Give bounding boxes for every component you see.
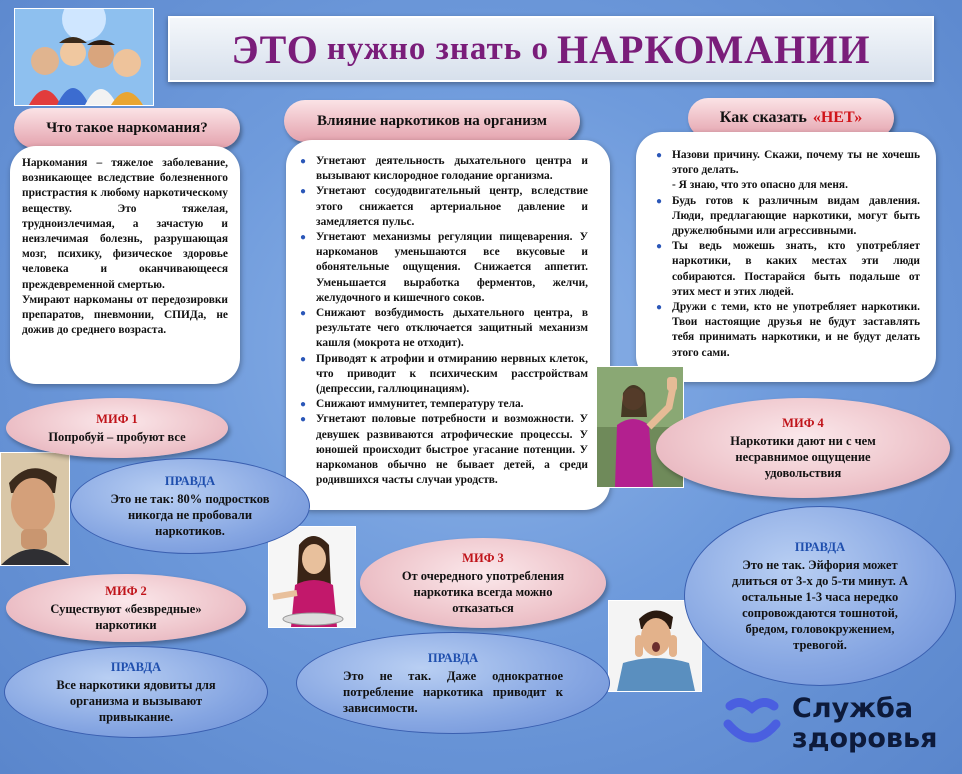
col1-text: Наркомания – тяжелое заболевание, возникающее вследствие болезненного пристрастия к любому наркотическому веществу. Это тяжелая, трудноизлечимая, а зачастую и неизлечимая болезнь, разрушающая мозг, психику, физическое здоровье человека и оканчивающееся преждевременной смертью. xyxy=(22,157,228,291)
col3-item-text: Назови причину. Скажи, почему ты не хочешь этого делать. xyxy=(672,149,920,177)
col3-item xyxy=(656,300,920,361)
col3-list xyxy=(656,148,920,361)
truth-4-ellipse xyxy=(684,506,956,686)
col2-header xyxy=(284,100,580,142)
col3-item xyxy=(656,239,920,300)
col3-header-no: «НЕТ» xyxy=(812,109,863,126)
col3-card xyxy=(636,132,936,382)
col2-item: ● Снижают иммунитет, температуру тела. xyxy=(300,397,588,412)
truth-1-title: ПРАВДА xyxy=(164,474,216,488)
truth-1-text: Это не так: 80% подростков никогда не пробовали наркотиков. xyxy=(110,492,270,538)
truth-3-ellipse xyxy=(296,632,610,734)
col2-card xyxy=(286,140,610,510)
brand-logo-text xyxy=(792,694,937,754)
myth-1-title: МИФ 1 xyxy=(96,412,138,426)
myth-3-title: МИФ 3 xyxy=(462,551,504,565)
page-title xyxy=(168,16,934,82)
col2-header-label: Влияние наркотиков на организм xyxy=(317,112,547,129)
col2-item: ● Угнетают половые потребности и возможности. У девушек развиваются атрофические процессы. У юношей происходит быстрое угасание потенции. У наркоманов обычно не бывает детей, а среди родившихся часты случаи уродств. xyxy=(300,412,588,488)
truth-4-text: Это не так. Эйфория может длиться от 3-х до 5-ти минут. А остальные 1-3 часа нередко сопровождаются тошнотой, бредом, головокружением, тревогой. xyxy=(731,558,909,652)
col2-item: ● Угнетают деятельность дыхательного центра и вызывают кислородное голодание организма. xyxy=(300,154,588,184)
myth-4-cloud xyxy=(656,398,950,498)
col3-item-sub: - Я знаю, что это опасно для меня. xyxy=(672,179,848,192)
myth-4-text: Наркотики дают ни с чем несравнимое ощущение удовольствия xyxy=(730,434,876,480)
truth-1-ellipse xyxy=(70,458,310,554)
title-part-3: НАРКОМАНИИ xyxy=(556,26,871,72)
myth-2-cloud xyxy=(6,574,246,642)
col3-item-text: Ты ведь можешь знать, кто употребляет наркотики, в каких местах эти люди собираются. Постарайся быть подальше от этих мест и этих людей. xyxy=(672,240,920,298)
col2-item: ● Приводят к атрофии и отмиранию нервных клеток, что приводит к психическим расстройствам (депрессии, галлюцинациям). xyxy=(300,352,588,398)
myth-1-text: Попробуй – пробуют все xyxy=(48,430,186,444)
truth-4-title: ПРАВДА xyxy=(794,540,846,554)
truth-3-text: Это не так. Даже однократное потребление наркотика приводит к зависимости. xyxy=(343,669,563,715)
col1-header xyxy=(14,108,240,148)
myth-3-text: От очередного употребления наркотика всегда можно отказаться xyxy=(401,569,565,615)
myth-1-cloud xyxy=(6,398,228,458)
heart-check-icon xyxy=(722,698,782,750)
myth-2-title: МИФ 2 xyxy=(105,584,147,598)
truth-3-title: ПРАВДА xyxy=(427,651,479,665)
title-part-1: ЭТО xyxy=(231,26,319,72)
col2-item: ● Угнетают механизмы регуляции пищеварения. У наркоманов уменьшаются все вкусовые и обонятельные ощущения. Снижается аппетит. Уменьшается выработка ферментов, желчи, желудочного и кишечного соков. xyxy=(300,230,588,306)
brand-logo xyxy=(722,692,954,756)
truth-2-ellipse xyxy=(4,646,268,738)
woman-plate-photo xyxy=(268,526,356,628)
brand-logo-line1: Служба xyxy=(792,693,914,724)
truth-2-title: ПРАВДА xyxy=(110,660,162,674)
myth-3-cloud xyxy=(360,538,606,628)
col3-item xyxy=(656,194,920,240)
col1-header-label: Что такое наркомания? xyxy=(46,119,208,136)
col3-item-text: Будь готов к различным видам давления. Люди, предлагающие наркотики, могут быть дружелюбными или агрессивными. xyxy=(672,194,920,238)
col3-item-text: Дружи с теми, кто не употребляет наркотики. Твои настоящие друзья не будут заставлять тебя принимать наркотики, и не будут делать этого сами. xyxy=(672,301,920,359)
col2-item: ● Угнетают сосудодвигательный центр, вследствие этого снижается артериальное давление и замедляется пульс. xyxy=(300,184,588,230)
thinking-man-photo xyxy=(0,452,70,566)
group-photo xyxy=(14,8,154,106)
col2-list xyxy=(300,154,588,488)
col3-header-label: Как сказать xyxy=(719,109,807,126)
col1-text2: Умирают наркоманы от передозировки препаратов, пневмонии, СПИДа, не дожив до среднего возраста. xyxy=(22,293,228,337)
myth-2-text: Существуют «безвредные» наркотики xyxy=(50,602,202,632)
col2-item: ● Снижают возбудимость дыхательного центра, в результате чего отключается защитный механизм кашля (мокрота не отходит). xyxy=(300,306,588,352)
title-part-2: нужно знать о xyxy=(326,30,549,67)
truth-2-text: Все наркотики ядовиты для организма и вызывают привыкание. xyxy=(56,678,216,724)
myth-4-title: МИФ 4 xyxy=(782,416,824,430)
brand-logo-line2: здоровья xyxy=(792,723,938,754)
col1-card xyxy=(10,146,240,384)
col3-item xyxy=(656,148,920,194)
